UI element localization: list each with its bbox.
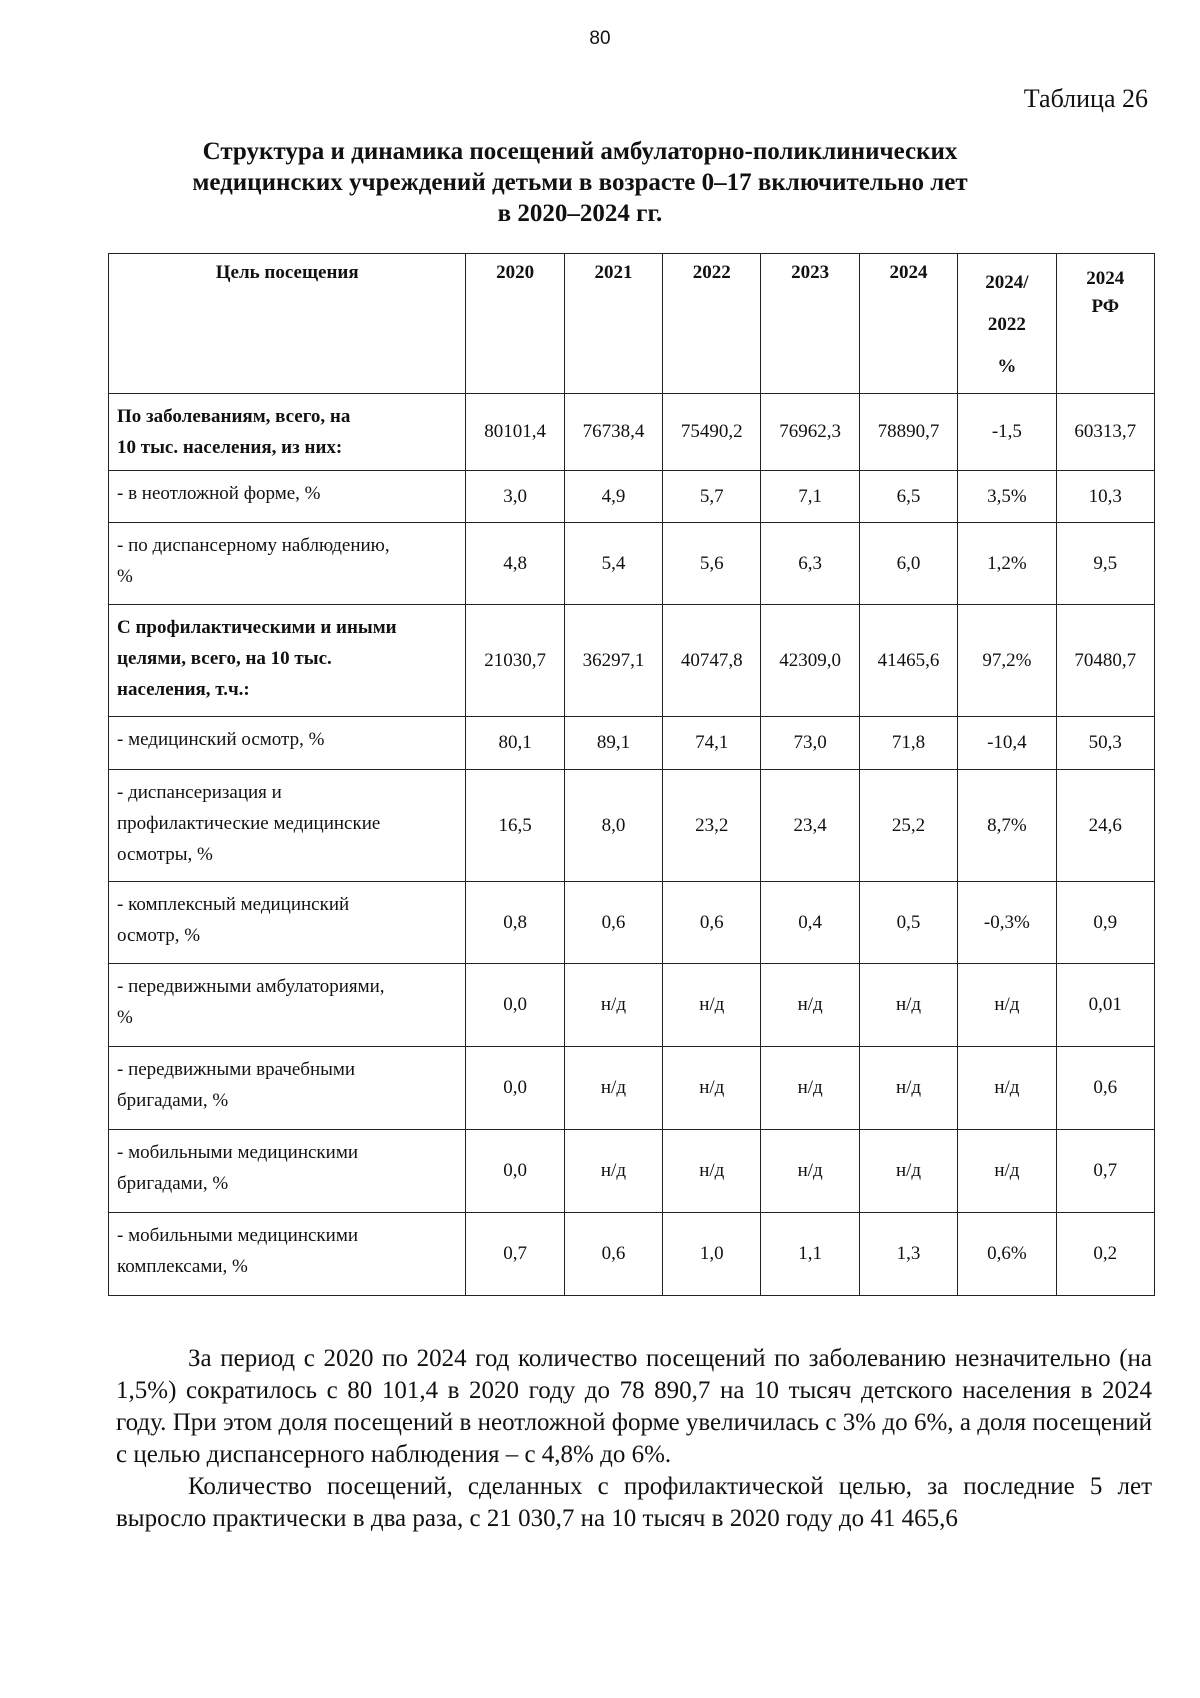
row-label-line: По заболеваниям, всего, на	[117, 406, 351, 427]
row-label	[109, 605, 466, 717]
table-row	[109, 882, 1155, 964]
row-value: н/д	[859, 1130, 957, 1213]
table-title-line: Структура и динамика посещений амбулаторно-поликлинических	[202, 138, 958, 165]
body-paragraph: Количество посещений, сделанных с профилактической целью, за последние 5 лет выросло практически в два раза, с 21 030,7 на 10 тысяч в 2020 году до 41 465,6	[116, 1473, 1152, 1532]
row-label-line: - комплексный медицинский	[117, 894, 350, 915]
row-value: н/д	[958, 1130, 1056, 1213]
row-label-line: бригадами, %	[117, 1090, 229, 1111]
row-value: 24,6	[1056, 770, 1154, 882]
row-value: 80101,4	[466, 394, 564, 471]
row-value: 71,8	[859, 717, 957, 770]
row-value: 9,5	[1056, 523, 1154, 605]
row-value: н/д	[761, 1047, 859, 1130]
row-value: 8,7%	[958, 770, 1056, 882]
row-label-line: комплексами, %	[117, 1256, 248, 1277]
row-value: 7,1	[761, 471, 859, 523]
row-value: 0,0	[466, 1130, 564, 1213]
row-label	[109, 1213, 466, 1296]
row-label	[109, 770, 466, 882]
table-row	[109, 605, 1155, 717]
header-ratio-line: %	[997, 356, 1017, 377]
table-row	[109, 1047, 1155, 1130]
row-value: 40747,8	[663, 605, 761, 717]
row-label	[109, 394, 466, 471]
table-row	[109, 523, 1155, 605]
row-value: -1,5	[958, 394, 1056, 471]
table-title	[140, 136, 1020, 229]
row-value: 75490,2	[663, 394, 761, 471]
row-label	[109, 523, 466, 605]
row-value: н/д	[564, 1130, 662, 1213]
header-2024: 2024	[859, 254, 957, 394]
row-value: н/д	[663, 1047, 761, 1130]
row-value: н/д	[761, 964, 859, 1047]
row-value: 0,0	[466, 964, 564, 1047]
row-value: н/д	[564, 1047, 662, 1130]
row-value: 23,4	[761, 770, 859, 882]
row-value: 97,2%	[958, 605, 1056, 717]
row-label-line: %	[117, 1007, 133, 1028]
row-label-line: профилактические медицинские	[117, 813, 381, 834]
row-value: н/д	[663, 964, 761, 1047]
header-rf	[1056, 254, 1154, 394]
header-purpose: Цель посещения	[109, 254, 466, 394]
table-header-row	[109, 254, 1155, 394]
row-value: 36297,1	[564, 605, 662, 717]
table-row	[109, 394, 1155, 471]
header-2023: 2023	[761, 254, 859, 394]
header-ratio-line: 2022	[987, 314, 1026, 335]
row-label-line: - передвижными амбулаториями,	[117, 976, 385, 997]
header-ratio-line: 2024/	[985, 272, 1029, 293]
row-value: 5,4	[564, 523, 662, 605]
row-label-line: - в неотложной форме, %	[117, 483, 321, 504]
row-value: 25,2	[859, 770, 957, 882]
header-rf-line: 2024	[1086, 268, 1125, 289]
row-value: 3,0	[466, 471, 564, 523]
row-label-line: 10 тыс. населения, из них:	[117, 437, 343, 458]
row-value: 16,5	[466, 770, 564, 882]
row-value: 0,01	[1056, 964, 1154, 1047]
row-value: 0,2	[1056, 1213, 1154, 1296]
visits-table	[108, 253, 1155, 1296]
row-label	[109, 1047, 466, 1130]
header-2020: 2020	[466, 254, 564, 394]
row-label-line: - по диспансерному наблюдению,	[117, 535, 390, 556]
row-value: 70480,7	[1056, 605, 1154, 717]
row-value: 0,6%	[958, 1213, 1056, 1296]
row-value: 0,6	[564, 882, 662, 964]
table-label: Таблица 26	[1023, 84, 1148, 113]
row-label-line: С профилактическими и иными	[117, 617, 397, 638]
row-value: н/д	[859, 964, 957, 1047]
row-value: 0,7	[466, 1213, 564, 1296]
row-value: 21030,7	[466, 605, 564, 717]
row-value: н/д	[859, 1047, 957, 1130]
row-value: 1,1	[761, 1213, 859, 1296]
body-text	[116, 1343, 1152, 1535]
row-value: 0,0	[466, 1047, 564, 1130]
row-label	[109, 471, 466, 523]
row-label-line: %	[117, 566, 133, 587]
row-label-line: бригадами, %	[117, 1173, 229, 1194]
header-rf-line: РФ	[1091, 296, 1120, 317]
row-value: 6,3	[761, 523, 859, 605]
row-value: 78890,7	[859, 394, 957, 471]
row-value: 80,1	[466, 717, 564, 770]
row-label	[109, 964, 466, 1047]
table-row	[109, 770, 1155, 882]
row-value: 0,9	[1056, 882, 1154, 964]
row-value: 0,6	[1056, 1047, 1154, 1130]
row-value: 6,0	[859, 523, 957, 605]
row-value: 4,8	[466, 523, 564, 605]
row-value: 89,1	[564, 717, 662, 770]
row-value: 10,3	[1056, 471, 1154, 523]
row-value: н/д	[663, 1130, 761, 1213]
row-value: 1,0	[663, 1213, 761, 1296]
page-number: 80	[589, 28, 611, 49]
table-row	[109, 1130, 1155, 1213]
row-value: 6,5	[859, 471, 957, 523]
row-value: 73,0	[761, 717, 859, 770]
row-value: 5,7	[663, 471, 761, 523]
row-value: 74,1	[663, 717, 761, 770]
header-2021: 2021	[564, 254, 662, 394]
row-value: 50,3	[1056, 717, 1154, 770]
row-value: 0,8	[466, 882, 564, 964]
row-label	[109, 717, 466, 770]
row-value: н/д	[958, 1047, 1056, 1130]
row-value: -10,4	[958, 717, 1056, 770]
row-value: 76738,4	[564, 394, 662, 471]
row-label-line: осмотры, %	[117, 844, 213, 865]
row-value: 42309,0	[761, 605, 859, 717]
row-label-line: - мобильными медицинскими	[117, 1142, 359, 1163]
row-value: 0,6	[564, 1213, 662, 1296]
header-2022: 2022	[663, 254, 761, 394]
row-value: 1,3	[859, 1213, 957, 1296]
row-value: 0,5	[859, 882, 957, 964]
row-label-line: - диспансеризация и	[117, 782, 282, 803]
body-paragraph: За период с 2020 по 2024 год количество посещений по заболеванию незначительно (на 1,5%) сократилось с 80 101,4 в 2020 году до 78 890,7 на 10 тысяч детского населения в 2024 году. При этом доля посещений в неотложной форме увеличилась с 3% до 6%, а доля посещений с целью диспансерного наблюдения – с 4,8% до 6%.	[116, 1345, 1152, 1468]
row-label	[109, 1130, 466, 1213]
row-value: н/д	[761, 1130, 859, 1213]
row-value: 0,6	[663, 882, 761, 964]
row-value: 23,2	[663, 770, 761, 882]
row-value: 0,7	[1056, 1130, 1154, 1213]
row-value: 60313,7	[1056, 394, 1154, 471]
row-value: 1,2%	[958, 523, 1056, 605]
row-label-line: осмотр, %	[117, 925, 201, 946]
row-value: 5,6	[663, 523, 761, 605]
table-title-line: в 2020–2024 гг.	[497, 200, 663, 227]
table-row	[109, 1213, 1155, 1296]
row-value: н/д	[958, 964, 1056, 1047]
row-value: 8,0	[564, 770, 662, 882]
header-ratio	[958, 254, 1056, 394]
row-label-line: целями, всего, на 10 тыс.	[117, 648, 332, 669]
row-label-line: населения, т.ч.:	[117, 679, 250, 700]
table-row	[109, 717, 1155, 770]
row-value: 76962,3	[761, 394, 859, 471]
row-label-line: - медицинский осмотр, %	[117, 729, 325, 750]
table-row	[109, 964, 1155, 1047]
row-value: 4,9	[564, 471, 662, 523]
row-value: 3,5%	[958, 471, 1056, 523]
row-value: 0,4	[761, 882, 859, 964]
table-title-line: медицинских учреждений детьми в возрасте 0–17 включительно лет	[192, 169, 968, 196]
row-label-line: - мобильными медицинскими	[117, 1225, 359, 1246]
table-row	[109, 471, 1155, 523]
row-value: н/д	[564, 964, 662, 1047]
row-label	[109, 882, 466, 964]
row-label-line: - передвижными врачебными	[117, 1059, 356, 1080]
row-value: 41465,6	[859, 605, 957, 717]
row-value: -0,3%	[958, 882, 1056, 964]
